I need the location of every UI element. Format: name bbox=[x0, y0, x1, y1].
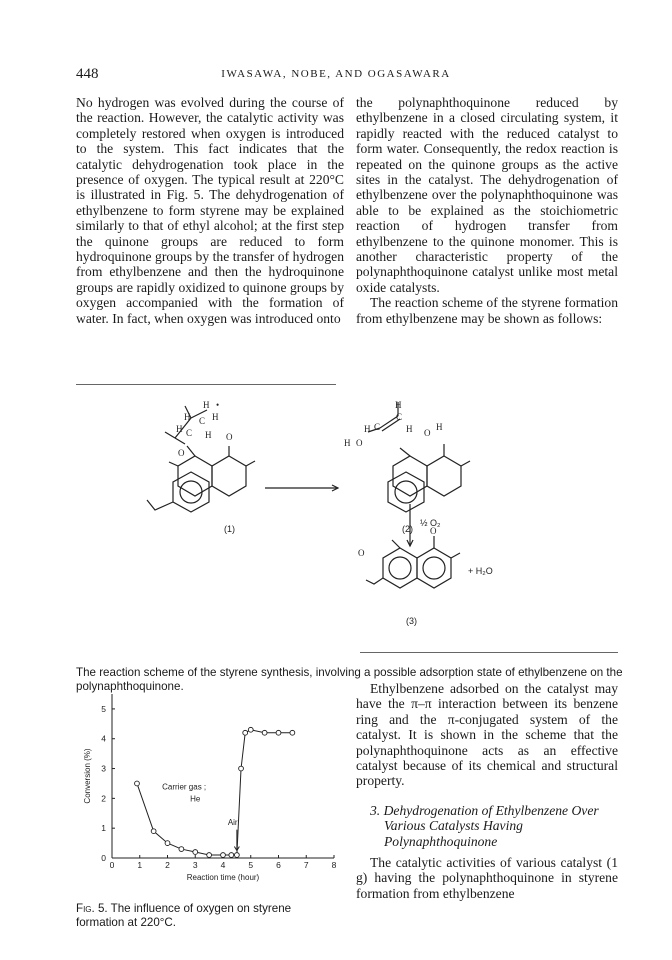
data-point bbox=[179, 847, 184, 852]
atom-label: C bbox=[396, 412, 403, 422]
x-tick-label: 8 bbox=[331, 860, 337, 870]
body-paragraph: The catalytic activities of various catalyst (1 g) having the polynaphthoquinone in styrene formation from ethylbenzene bbox=[356, 855, 618, 901]
scheme-caption: The reaction scheme of the styrene synthesis, involving a possible adsorption state of ethylbenzene on the polynaphthoquinone. bbox=[76, 666, 623, 693]
body-paragraph: The reaction scheme of the styrene formation from ethylbenzene may be shown as follows: bbox=[356, 295, 618, 326]
left-column bbox=[76, 95, 344, 326]
atom-label: H bbox=[344, 438, 351, 448]
atom-label: H bbox=[205, 430, 212, 440]
data-point bbox=[151, 829, 156, 834]
figure-label: Fig. 5. bbox=[76, 902, 108, 915]
reaction-scheme bbox=[100, 396, 540, 658]
atom-label: H bbox=[406, 424, 413, 434]
structure-3 bbox=[366, 536, 460, 588]
data-point bbox=[248, 727, 253, 732]
figure-caption-text: The influence of oxygen on styrene formation at 220°C. bbox=[76, 902, 292, 929]
series-line bbox=[137, 730, 292, 855]
data-point bbox=[262, 730, 267, 735]
atom-label: O bbox=[424, 428, 431, 438]
data-point bbox=[239, 766, 244, 771]
structure-label: (1) bbox=[224, 524, 235, 534]
data-point bbox=[193, 850, 198, 855]
section-heading: 3. Dehydrogenation of Ethylbenzene Over Various Catalysts Having Polynaphthoquinone bbox=[370, 802, 599, 849]
chart-annotation: Air bbox=[227, 818, 238, 828]
atom-label: C bbox=[199, 416, 206, 426]
y-tick-label: 3 bbox=[101, 763, 106, 774]
atom-label: H bbox=[436, 422, 443, 432]
x-tick-label: 1 bbox=[137, 860, 143, 870]
x-tick-label: 5 bbox=[248, 860, 254, 870]
structure-2 bbox=[368, 402, 470, 512]
structure-label: (3) bbox=[406, 616, 417, 626]
data-point bbox=[221, 853, 226, 858]
running-head: IWASAWA, NOBE, AND OGASAWARA bbox=[221, 68, 451, 80]
right-column-lower bbox=[356, 681, 618, 901]
x-tick-label: 2 bbox=[165, 860, 170, 870]
body-paragraph: No hydrogen was evolved during the course of the reaction. However, the catalytic activity was completely restored when oxygen is introduced to the system. This fact indicates that the catalytic dehydrogenation took place in the presence of oxygen. The typical result at 220°C is illustrated in Fig. 5. The dehydrogenation of ethylbenzene to form styrene may be explained similarly to that of ethyl alcohol; at the first step the quinone groups are reduced to form hydroquinone groups by the transfer of hydrogen from ethylbenzene and then the hydroquinone groups are rapidly oxidized to quinone groups by oxygen accompanied with the formation of water. In fact, when oxygen was introduced onto bbox=[76, 95, 344, 326]
atom-label: C bbox=[186, 428, 193, 438]
atom-label: O bbox=[358, 548, 365, 558]
y-tick-label: 1 bbox=[101, 823, 106, 834]
atom-label: O bbox=[430, 526, 437, 536]
atom-label: O bbox=[226, 432, 233, 442]
atom-label: H bbox=[212, 412, 219, 422]
body-paragraph: Ethylbenzene adsorbed on the catalyst may have the π–π interaction between its benzene ring and the π-conjugated system of the catalyst. It is shown in the scheme that the polynaphthoquinone acts as an effective catalyst because of its chemical and structural property. bbox=[356, 681, 618, 789]
atom-label: H bbox=[364, 424, 371, 434]
atom-label: H bbox=[176, 424, 183, 434]
x-tick-label: 6 bbox=[276, 860, 281, 870]
scheme-top-rule bbox=[76, 384, 336, 385]
y-tick-label: 5 bbox=[101, 703, 106, 714]
x-tick-label: 7 bbox=[303, 860, 309, 870]
data-point bbox=[234, 853, 239, 858]
atom-label: H bbox=[203, 400, 210, 410]
x-tick-label: 4 bbox=[220, 860, 226, 870]
atom-label: O bbox=[178, 448, 185, 458]
atom-label: H bbox=[395, 400, 402, 410]
chart-annotation: He bbox=[190, 794, 201, 804]
y-tick-label: 4 bbox=[101, 733, 106, 744]
radical-dot: • bbox=[216, 400, 220, 410]
y-tick-label: 2 bbox=[101, 793, 106, 804]
data-point bbox=[229, 853, 234, 858]
data-point bbox=[207, 853, 212, 858]
product-water: + H₂O bbox=[468, 566, 493, 576]
y-axis-label: Conversion (%) bbox=[83, 748, 92, 804]
right-column bbox=[356, 95, 618, 326]
page-number: 448 bbox=[76, 66, 99, 82]
data-point bbox=[135, 781, 140, 786]
data-point bbox=[290, 730, 295, 735]
x-axis-label: Reaction time (hour) bbox=[186, 873, 260, 882]
atom-label: H bbox=[184, 412, 191, 422]
atom-label: O bbox=[356, 438, 363, 448]
structure-label: (2) bbox=[402, 524, 413, 534]
x-tick-label: 3 bbox=[192, 860, 198, 870]
data-point bbox=[243, 730, 248, 735]
data-point bbox=[276, 730, 281, 735]
data-point bbox=[165, 841, 170, 846]
figure-5-chart bbox=[76, 688, 346, 898]
x-tick-label: 0 bbox=[109, 860, 115, 870]
atom-label: C bbox=[374, 422, 381, 432]
body-paragraph: the polynaphthoquinone reduced by ethylbenzene in a closed circulating system, it rapidly reacted with the reduced catalyst to form water. Consequently, the redox reaction is repeated on the quinone groups as the active sites in the catalyst. The dehydrogenation of ethylbenzene over the polynaphthoquinone was able to be explained as the stoichiometric reaction of hydrogen transfer from ethylbenzene to the quinone monomer. This is another characteristic property of the polynaphthoquinone catalyst unlike most metal oxide catalysts. bbox=[356, 95, 618, 295]
y-tick-label: 0 bbox=[101, 853, 106, 863]
chart-annotation: Carrier gas ; bbox=[162, 782, 207, 792]
figure-5-caption bbox=[76, 902, 341, 930]
reagent-label: ½ O₂ bbox=[420, 518, 441, 528]
